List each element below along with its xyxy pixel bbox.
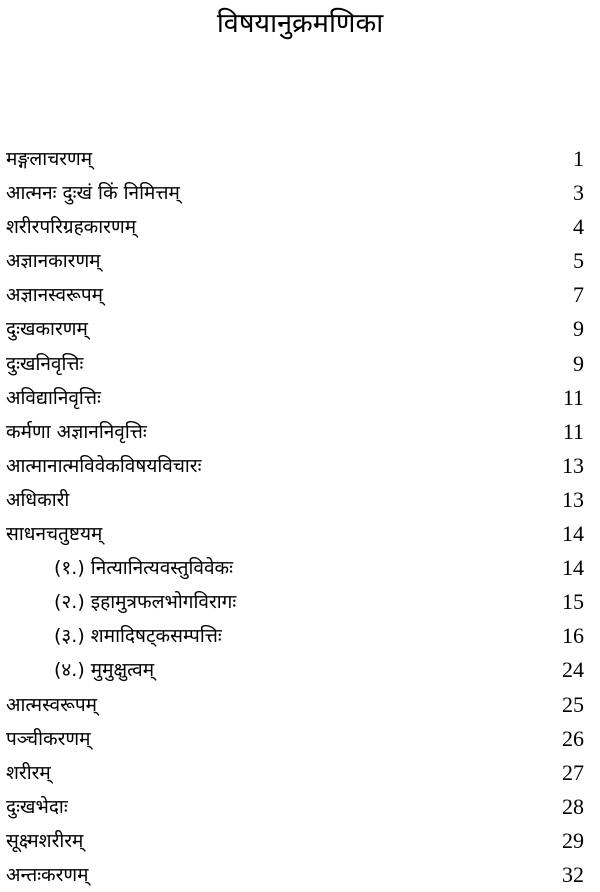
toc-entry bbox=[0, 517, 600, 551]
toc-entry-title: पञ्चीकरणम् bbox=[6, 727, 91, 750]
toc-entry-title: साधनचतुष्टयम् bbox=[6, 523, 103, 546]
toc-subentry bbox=[0, 619, 600, 653]
toc-entry bbox=[0, 756, 600, 790]
toc-entry-title: मङ्गलाचरणम् bbox=[6, 148, 93, 170]
page-title: विषयानुक्रमणिका bbox=[216, 8, 384, 39]
toc-page-number: 15 bbox=[562, 589, 584, 615]
toc-entry-title: आत्मनः दुःखं किं निमित्तम् bbox=[6, 182, 180, 205]
toc-entry bbox=[0, 722, 600, 756]
toc-entry-title: (३.) शमादिषट्कसम्पत्तिः bbox=[54, 625, 222, 648]
toc-page-number: 14 bbox=[562, 555, 584, 581]
toc-entry-title: (१.) नित्यानित्यवस्तुविवेकः bbox=[54, 557, 233, 580]
toc-entry bbox=[0, 415, 600, 449]
toc-entry bbox=[0, 244, 600, 278]
toc-entry-title: (२.) इहामुत्रफलभोगविरागः bbox=[54, 591, 237, 614]
toc-entry bbox=[0, 347, 600, 381]
toc-entry-title: आत्मस्वरूपम् bbox=[6, 693, 97, 716]
toc-page-number: 26 bbox=[562, 725, 584, 751]
toc-entry bbox=[0, 278, 600, 312]
toc-entry-title: अज्ञानस्वरूपम् bbox=[6, 284, 104, 307]
toc-page-number: 13 bbox=[562, 486, 584, 512]
toc-subentry bbox=[0, 585, 600, 619]
toc-page-number: 5 bbox=[573, 248, 584, 274]
toc-page-number: 27 bbox=[562, 759, 584, 785]
toc-entry bbox=[0, 449, 600, 483]
toc-entry bbox=[0, 790, 600, 824]
toc-page-number: 28 bbox=[562, 793, 584, 819]
toc-page-number: 9 bbox=[573, 350, 584, 376]
toc-entry bbox=[0, 381, 600, 415]
toc-entry-title: दुःखभेदाः bbox=[6, 795, 68, 818]
toc-page-number: 7 bbox=[573, 282, 584, 308]
toc-page-number: 16 bbox=[562, 623, 584, 649]
toc-page-number: 29 bbox=[562, 827, 584, 853]
toc-page-number: 24 bbox=[562, 657, 584, 683]
toc-subentry bbox=[0, 653, 600, 687]
toc-entry bbox=[0, 142, 600, 176]
toc-entry-title: दुःखकारणम् bbox=[6, 318, 88, 341]
toc-entry-title: अविद्यानिवृत्तिः bbox=[6, 386, 101, 409]
toc-page-number: 4 bbox=[573, 214, 584, 240]
toc-entry bbox=[0, 688, 600, 722]
toc-entry bbox=[0, 312, 600, 346]
toc-entry bbox=[0, 483, 600, 517]
toc-entry bbox=[0, 824, 600, 858]
toc-entry-title: अज्ञानकारणम् bbox=[6, 250, 101, 273]
toc-page-number: 32 bbox=[562, 861, 584, 887]
toc-page-number: 25 bbox=[562, 691, 584, 717]
toc-page-number: 11 bbox=[562, 418, 584, 444]
toc-page-number: 11 bbox=[562, 384, 584, 410]
toc-subentry bbox=[0, 551, 600, 585]
toc-entry-title: शरीरपरिग्रहकारणम् bbox=[6, 216, 137, 239]
table-of-contents bbox=[0, 142, 600, 892]
toc-entry bbox=[0, 858, 600, 892]
toc-entry-title: कर्मणा अज्ञाननिवृत्तिः bbox=[6, 420, 147, 443]
toc-page-number: 14 bbox=[562, 521, 584, 547]
toc-entry-title: सूक्ष्मशरीरम् bbox=[6, 829, 84, 852]
toc-entry-title: (४.) मुमुक्षुत्वम् bbox=[54, 659, 155, 682]
toc-page-number: 9 bbox=[573, 316, 584, 342]
toc-entry-title: अन्तःकरणम् bbox=[6, 863, 89, 886]
toc-entry-title: आत्मानात्मविवेकविषयविचारः bbox=[6, 454, 202, 477]
toc-entry-title: दुःखनिवृत्तिः bbox=[6, 352, 84, 375]
toc-entry-title: अधिकारी bbox=[6, 488, 70, 511]
toc-entry-title: शरीरम् bbox=[6, 761, 51, 784]
toc-entry bbox=[0, 210, 600, 244]
toc-page-number: 3 bbox=[573, 180, 584, 206]
toc-entry bbox=[0, 176, 600, 210]
toc-page-number: 13 bbox=[562, 452, 584, 478]
toc-page-number: 1 bbox=[573, 146, 584, 171]
